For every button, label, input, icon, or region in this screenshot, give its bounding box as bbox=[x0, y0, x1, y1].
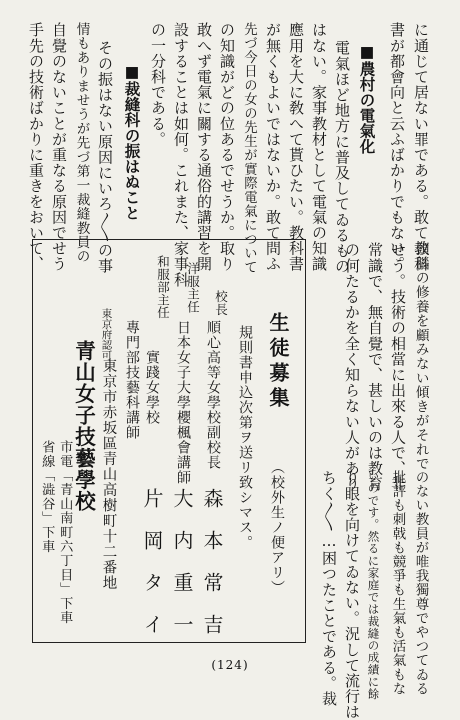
column-top: 書が都會向と云ふばかりでもない。 bbox=[388, 22, 406, 272]
japanese-role: 和服部主任 bbox=[155, 255, 171, 319]
western-role: 洋服主任 bbox=[185, 262, 201, 314]
column-top: に通じて居ない罪である。敢て教科 bbox=[412, 22, 430, 272]
heading-sewing: ■裁縫科の振はぬこと bbox=[122, 62, 142, 221]
approval-note: 東京府認可 bbox=[100, 308, 113, 361]
body-column: せう。技術の相當に出來る人で、非 bbox=[389, 242, 407, 492]
ad-rules-note: 規則書申込次第ヲ送リ致シマス。 bbox=[237, 325, 253, 550]
ad-title: 生徒募集 bbox=[266, 312, 290, 412]
body-column: の知識がどの位あるでせうか。取り bbox=[218, 22, 236, 272]
body-column: が無くもよいではないか。敢て問ふ bbox=[264, 22, 282, 272]
page-number: (124) bbox=[211, 658, 249, 672]
body-column: の何たるかを全く知らない人があり bbox=[343, 242, 361, 492]
body-column: 常識で、無自覺で、甚しいのは教育 bbox=[366, 242, 384, 492]
western-name: 大内重一 bbox=[170, 488, 194, 656]
western-title: 日本女子大學櫻楓會講師 bbox=[175, 320, 191, 485]
body-column: 自覺のないことが重なる原因でせう bbox=[50, 22, 68, 272]
tram-info-2: 省線「澁谷」下車 bbox=[39, 440, 55, 554]
body-column: 頭腦の修養を顧みない傾きがそれで bbox=[412, 242, 429, 471]
japanese-title-2: 專門部技藝科講師 bbox=[124, 320, 140, 440]
japanese-name: 片岡タイ bbox=[140, 488, 164, 656]
body-column: 手先の技術ばかりに重きをおいて、 bbox=[27, 22, 45, 272]
body-column: 批評も刺戟も競爭も生氣も活氣もな bbox=[389, 470, 406, 696]
body-column: いのです。然るに家庭では裁縫の成績に餘 bbox=[366, 470, 381, 700]
body-column: 設することは如何。これまた、家事科 bbox=[172, 22, 190, 288]
body-column: ちく〳〵…困つたことである。裁 bbox=[320, 470, 338, 707]
tram-info-1: 市電「青山南町六丁目」下車 bbox=[57, 440, 73, 625]
school-name: 青山女子技藝學校 bbox=[71, 340, 96, 512]
principal-name: 森本常吉 bbox=[200, 488, 224, 656]
body-column: り眼を向けてゐない。況して流行は bbox=[343, 470, 361, 720]
body-column: その振はない原因にいろ〳〵の事 bbox=[96, 40, 114, 274]
heading-rural-electrification: ■農村の電氣化 bbox=[357, 42, 377, 154]
body-column: 敢へず電氣に關する通俗的講習を開 bbox=[195, 22, 213, 272]
body-column: 先づ今日の女の先生が實際電氣について bbox=[241, 22, 257, 274]
body-column: はない。家事教材として電氣の知識 bbox=[310, 22, 328, 272]
japanese-title: 實踐女學校 bbox=[144, 350, 160, 425]
body-column: の一分科である。 bbox=[149, 22, 167, 147]
body-column: 電氣ほど地方に普及してゐるもの bbox=[333, 40, 351, 274]
principal-title: 順心高等女學校副校長 bbox=[205, 320, 221, 470]
body-column: 情もありませうが先づ第一裁縫教員の bbox=[73, 22, 90, 264]
principal-role: 校長 bbox=[213, 290, 229, 316]
body-column: 應用を大に敎へて貰ひたい。教科書 bbox=[287, 22, 305, 272]
ad-title-note: （校外生ノ便アリ） bbox=[269, 460, 285, 595]
school-address: 東京市赤坂區青山高樹町十二番地 bbox=[100, 358, 117, 591]
body-column: のない教員が唯我獨尊でやつてゐる bbox=[412, 470, 429, 696]
